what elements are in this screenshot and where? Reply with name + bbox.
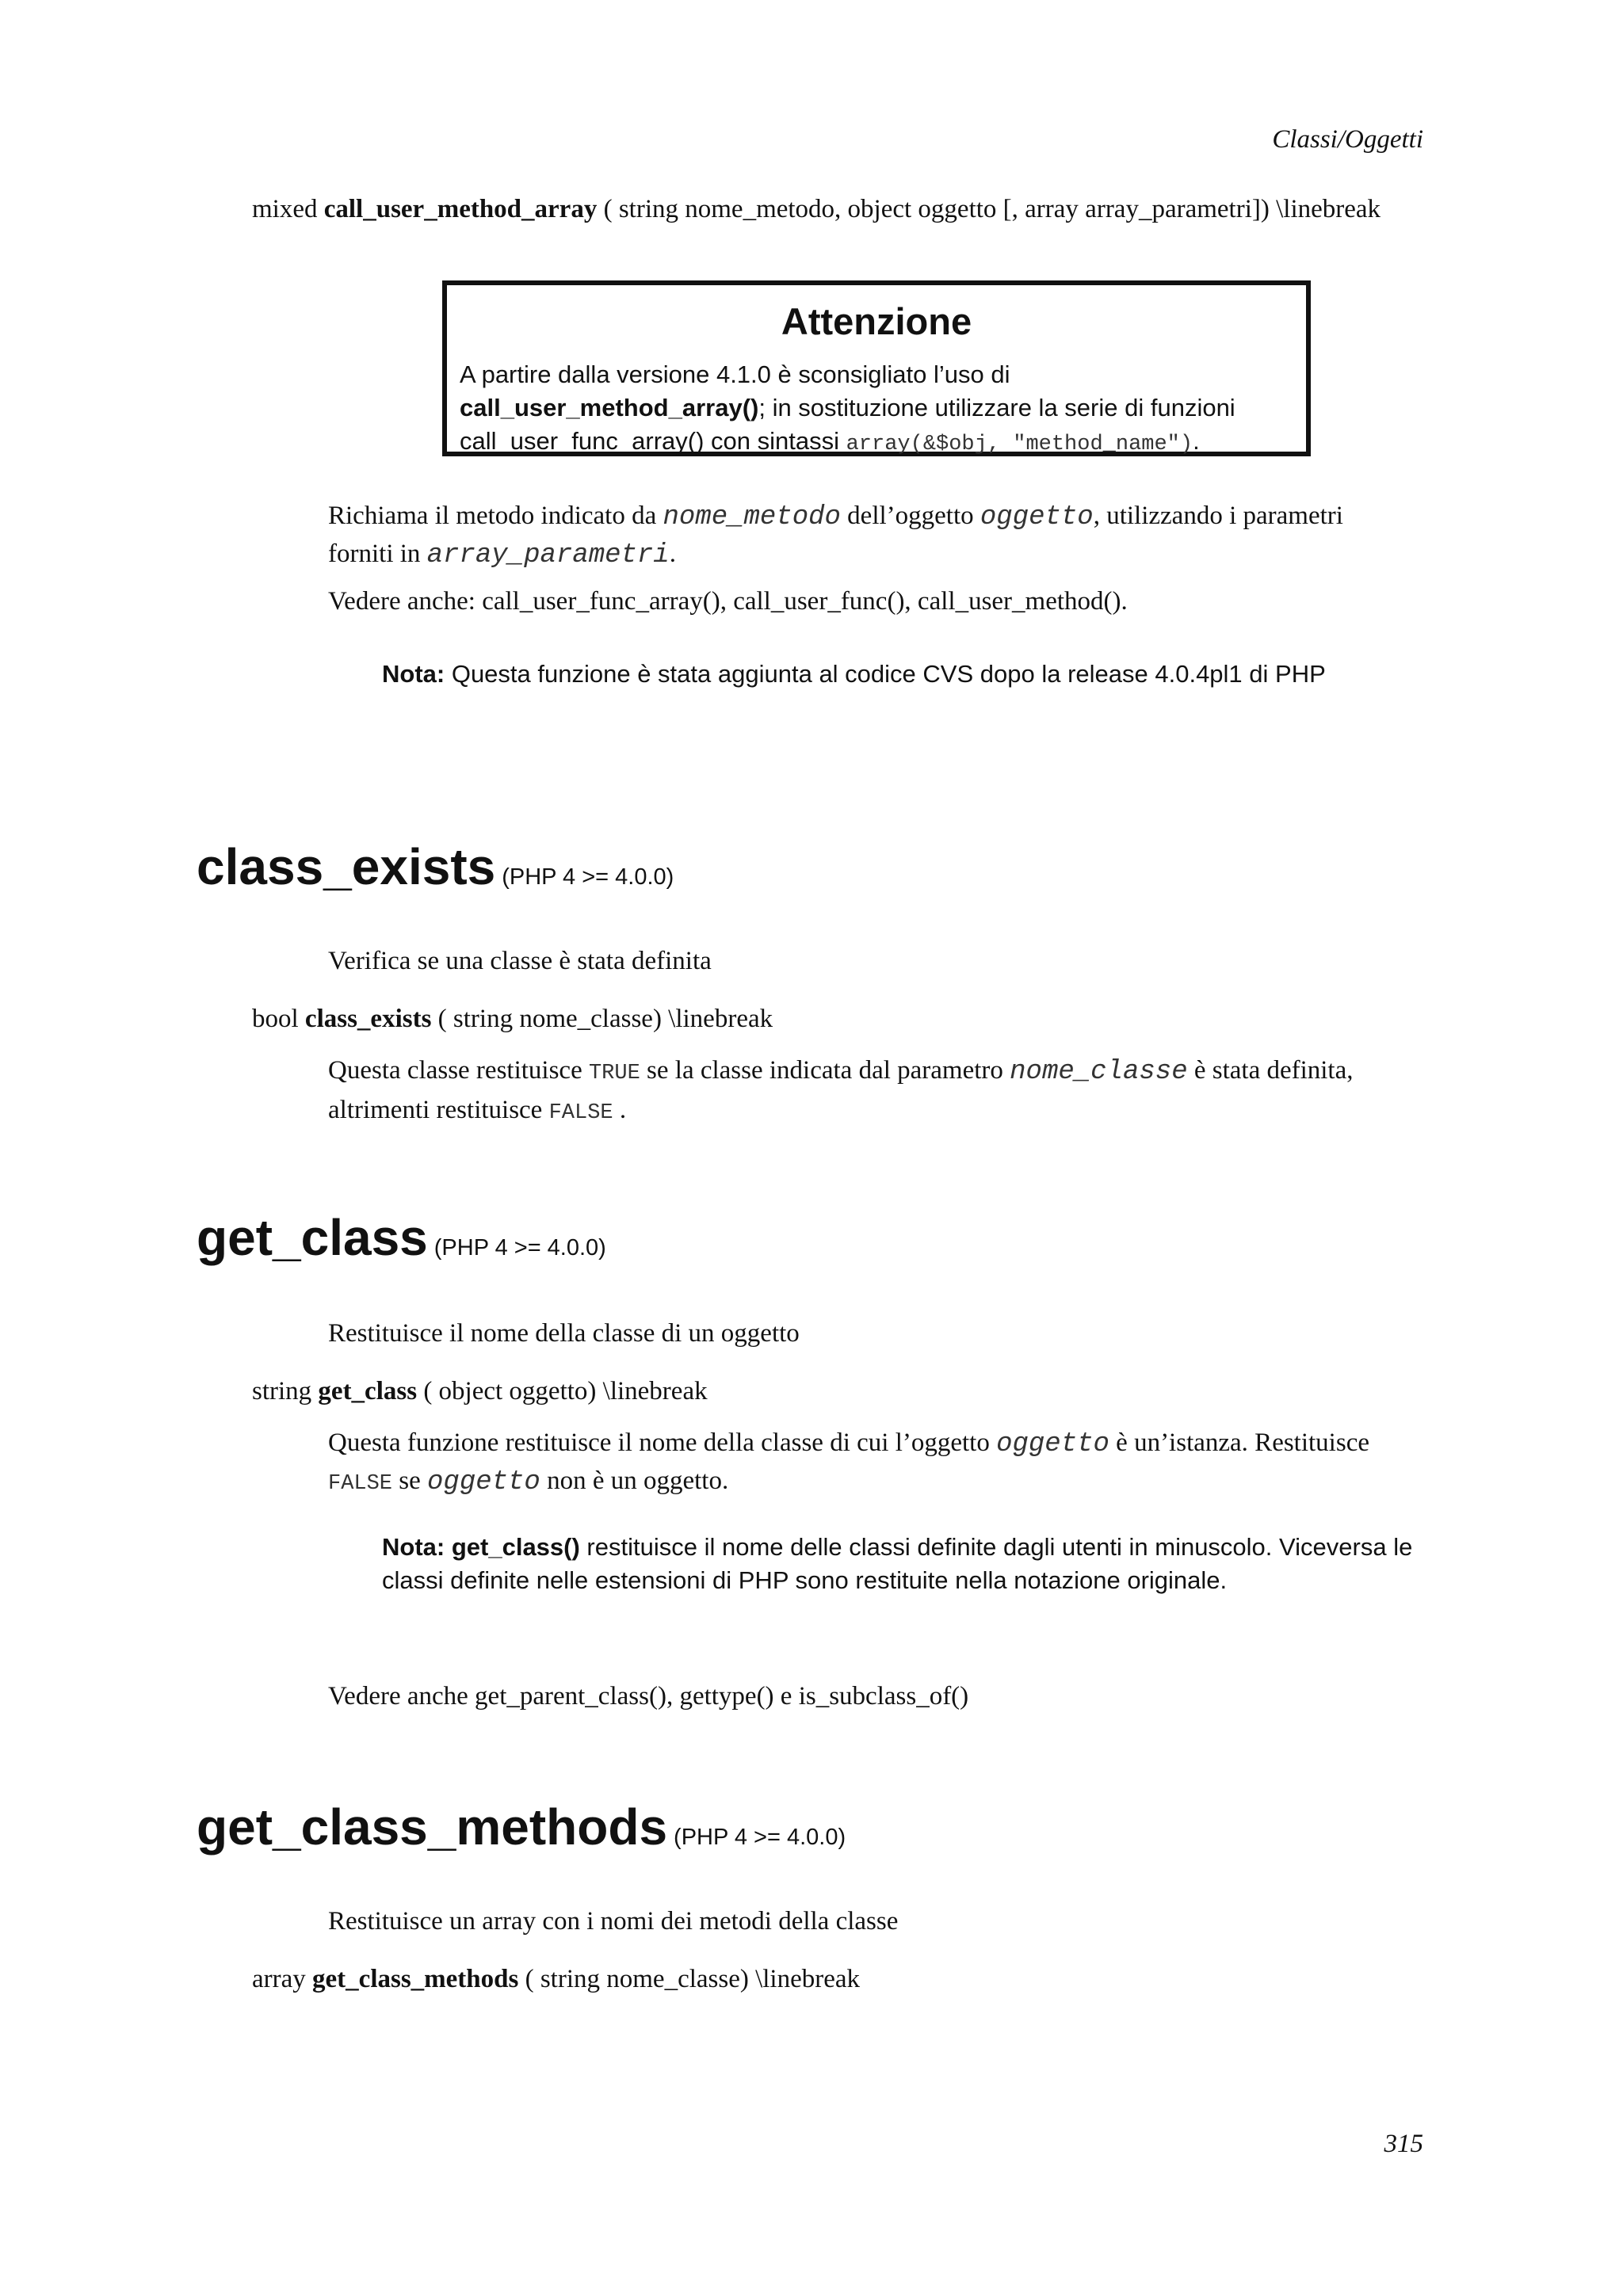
section-heading-get-class-methods: get_class_methods (PHP 4 >= 4.0.0): [197, 1798, 846, 1855]
description-paragraph: Richiama il metodo indicato da nome_metodo dell’oggetto oggetto, utilizzando i parametri forniti in array_parametri.: [328, 502, 1343, 570]
function-purpose: Verifica se una classe è stata definita: [328, 947, 712, 975]
function-synopsis-get-class: string get_class ( object oggetto) \linebreak: [252, 1377, 708, 1405]
section-heading-class-exists: [197, 838, 674, 895]
warning-code: array(&$obj, "method_name"): [846, 433, 1193, 456]
version-badge: (PHP 4 >= 4.0.0): [502, 864, 674, 890]
param-nome-metodo: nome_metodo: [663, 502, 841, 532]
param-oggetto: oggetto: [980, 502, 1094, 532]
see-also: Vedere anche: call_user_func_array(), call_user_func(), call_user_method().: [328, 587, 1128, 616]
version-badge: (PHP 4 >= 4.0.0): [674, 1825, 846, 1850]
description-paragraph: Questa classe restituisce TRUE se la classe indicata dal parametro nome_classe è stata definita, altrimenti restituisce FALSE .: [328, 1056, 1354, 1125]
param-oggetto: oggetto: [427, 1467, 540, 1497]
warning-title: Attenzione: [781, 300, 972, 342]
deprecated-function-name: call_user_method_array(): [460, 394, 759, 421]
note-label: Nota:: [382, 660, 445, 688]
description-paragraph: Questa funzione restituisce il nome della classe di cui l’oggetto oggetto è un’istanza. Restituisce FALSE se oggetto non è un oggetto.: [328, 1428, 1369, 1497]
warning-line-2: call_user_method_array(); in sostituzione utilizzare la serie di funzioni: [460, 394, 1235, 421]
function-purpose: Restituisce un array con i nomi dei metodi della classe: [328, 1907, 899, 1936]
constant-false: FALSE: [328, 1472, 393, 1496]
function-synopsis-call-user-method-array: [252, 195, 1381, 224]
note: Nota: get_class() restituisce il nome delle classi definite dagli utenti in minuscolo. Viceversa le classi definite nelle estensioni di PHP sono restituite nella notazione originale.: [382, 1533, 1413, 1594]
function-name: call_user_method_array: [323, 195, 598, 223]
see-also: Vedere anche get_parent_class(), gettype() e is_subclass_of(): [328, 1682, 969, 1711]
constant-false: FALSE: [548, 1101, 613, 1125]
warning-line-3: call_user_func_array() con sintassi array(&$obj, "method_name").: [460, 427, 1200, 456]
warning-box: [442, 280, 1311, 456]
warning-text: [460, 358, 1300, 461]
function-synopsis-get-class-methods: array get_class_methods ( string nome_classe) \linebreak: [252, 1965, 861, 1993]
param-oggetto: oggetto: [996, 1429, 1109, 1459]
note: Nota: Questa funzione è stata aggiunta al codice CVS dopo la release 4.0.4pl1 di PHP: [382, 660, 1326, 688]
running-header: Classi/Oggetti: [1272, 125, 1423, 154]
function-purpose: Restituisce il nome della classe di un oggetto: [328, 1319, 800, 1348]
page-number: 315: [1384, 2130, 1423, 2158]
note-function: get_class(): [451, 1533, 580, 1561]
function-synopsis-class-exists: bool class_exists ( string nome_classe) \linebreak: [252, 1005, 773, 1033]
param-nome-classe: nome_classe: [1010, 1057, 1188, 1087]
heading-title: class_exists: [197, 838, 496, 895]
warning-line-1: A partire dalla versione 4.1.0 è sconsigliato l’uso di: [460, 360, 1010, 388]
return-type: mixed: [252, 195, 318, 223]
note-label: Nota:: [382, 1533, 445, 1561]
section-heading-get-class: get_class (PHP 4 >= 4.0.0): [197, 1209, 606, 1266]
function-params: ( string nome_metodo, object oggetto [, array array_parametri]) \linebreak: [603, 195, 1381, 223]
param-array-parametri: array_parametri: [426, 540, 670, 570]
version-badge: (PHP 4 >= 4.0.0): [433, 1235, 606, 1261]
constant-true: TRUE: [588, 1062, 640, 1085]
